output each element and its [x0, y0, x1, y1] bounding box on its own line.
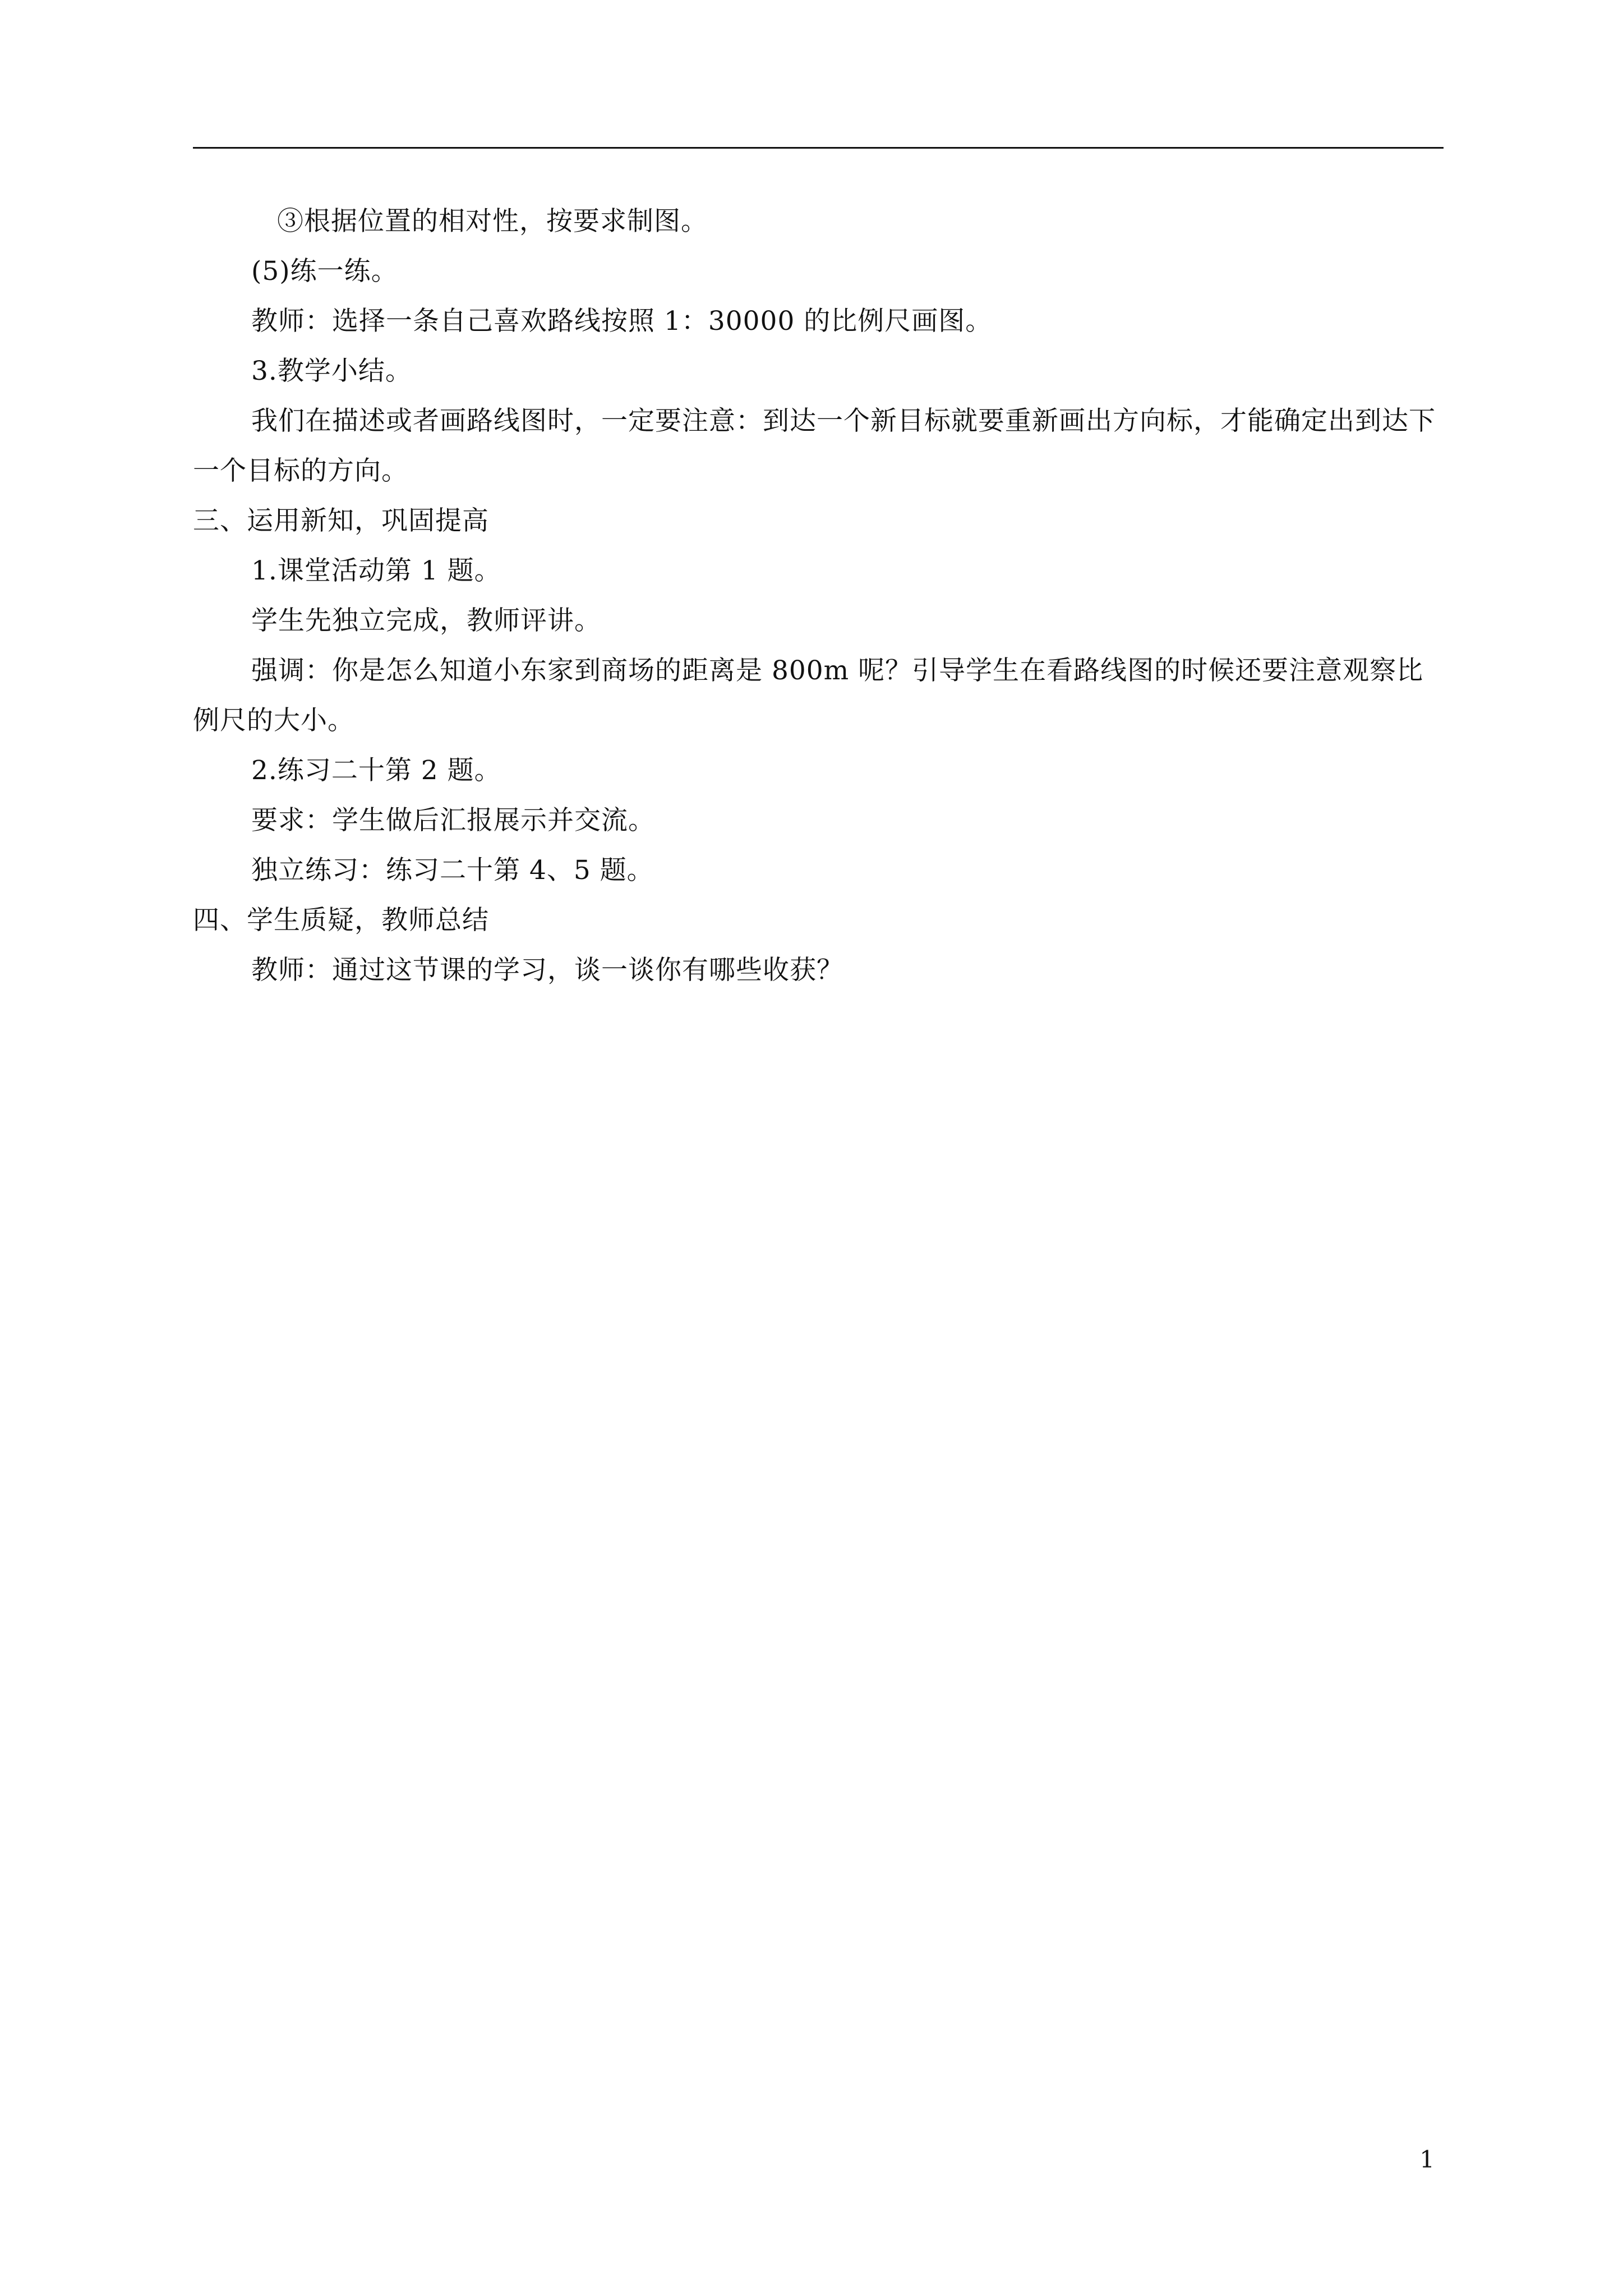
- section-heading-3: 三、运用新知，巩固提高: [193, 505, 489, 536]
- paragraph-requirement: 要求：学生做后汇报展示并交流。: [251, 805, 655, 836]
- paragraph-teacher-reflection: 教师：通过这节课的学习，谈一谈你有哪些收获？: [251, 955, 843, 986]
- paragraph-exercise-2: 2.练习二十第 2 题。: [251, 755, 501, 786]
- header-rule: [193, 147, 1444, 149]
- paragraph-teacher-drawing-task: 教师：选择一条自己喜欢路线按照 1：30000 的比例尺画图。: [251, 306, 993, 337]
- document-body: [193, 196, 1444, 995]
- paragraph-teaching-summary-heading: 3.教学小结。: [251, 356, 412, 386]
- section-heading-4: 四、学生质疑，教师总结: [193, 905, 489, 936]
- paragraph-practice-heading: (5)练一练。: [251, 256, 398, 287]
- paragraph-independent-practice: 独立练习：练习二十第 4、5 题。: [251, 855, 654, 886]
- paragraph-summary-note: 我们在描述或者画路线图时，一定要注意：到达一个新目标就要重新画出方向标，才能确定出到达下一个目标的方向。: [193, 406, 1436, 486]
- paragraph-activity-1: 1.课堂活动第 1 题。: [251, 555, 501, 586]
- paragraph-emphasis: 强调：你是怎么知道小东家到商场的距离是 800m 呢？引导学生在看路线图的时候还要注意观察比例尺的大小。: [193, 655, 1424, 736]
- paragraph-step-3: ③根据位置的相对性，按要求制图。: [277, 206, 708, 237]
- page-number: 1: [1419, 2146, 1435, 2173]
- paragraph-independent-completion: 学生先独立完成，教师评讲。: [251, 605, 601, 636]
